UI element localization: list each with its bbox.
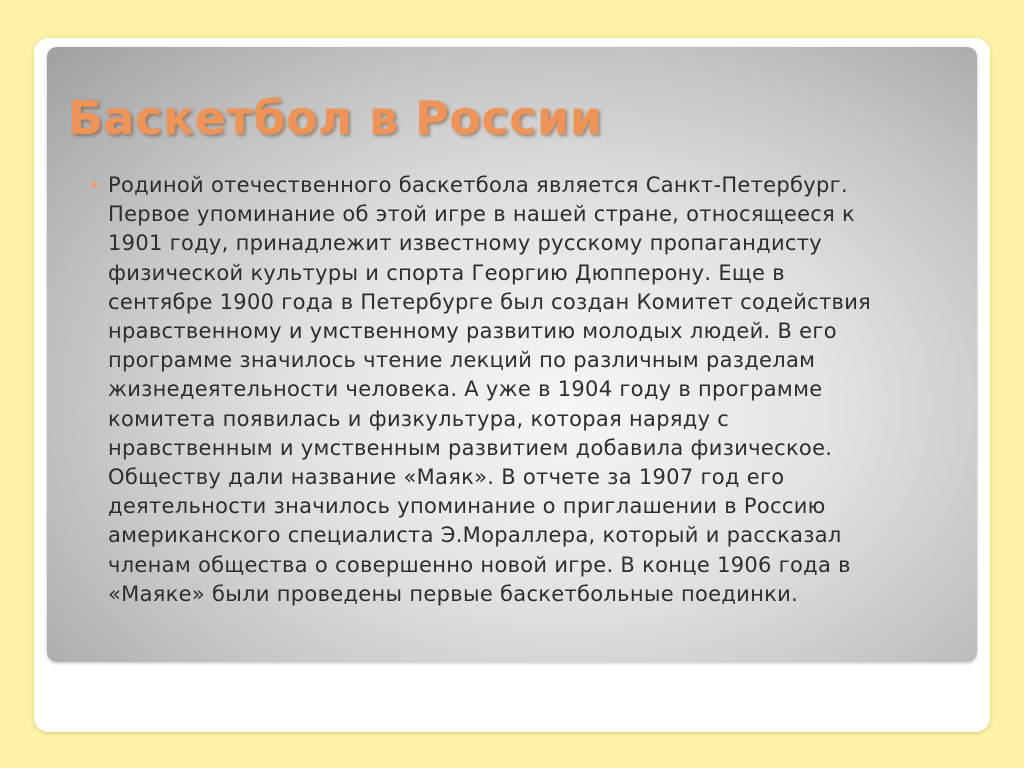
body-line: членам общества о совершенно новой игре. В конце 1906 года в	[108, 552, 851, 577]
body-line: «Маяке» были проведены первые баскетбольные поединки.	[108, 581, 799, 606]
body-line: сентябре 1900 года в Петербурге был создан Комитет содействия	[108, 289, 872, 314]
body-line: нравственным и умственным развитием добавила физическое.	[108, 435, 833, 460]
body-line: Обществу дали название «Маяк». В отчете за 1907 год его	[108, 465, 785, 490]
slide-title: Баскетбол в России	[68, 91, 603, 145]
body-line: жизнедеятельности человека. А уже в 1904 году в программе	[108, 377, 823, 402]
body-line: 1901 году, принадлежит известному русскому пропагандисту	[108, 231, 822, 256]
body-line: Родиной отечественного баскетбола является Санкт-Петербург.	[108, 173, 848, 197]
body-line: Первое упоминание об этой игре в нашей стране, относящееся к	[108, 202, 856, 227]
body-line: комитета появилась и физкультура, которая наряду с	[108, 406, 730, 431]
body-line: программе значилось чтение лекций по различным разделам	[108, 348, 816, 373]
body-line: нравственному и умственному развитию молодых людей. В его	[108, 319, 837, 344]
body-line: деятельности значилось упоминание о приглашении в Россию	[108, 494, 826, 519]
body-line: физической культуры и спорта Георгию Дюпперону. Еще в	[108, 260, 785, 285]
bullet-icon: •	[88, 174, 101, 199]
slide-body-paragraph	[108, 171, 958, 609]
body-line: американского специалиста Э.Мораллера, который и рассказал	[108, 523, 842, 548]
